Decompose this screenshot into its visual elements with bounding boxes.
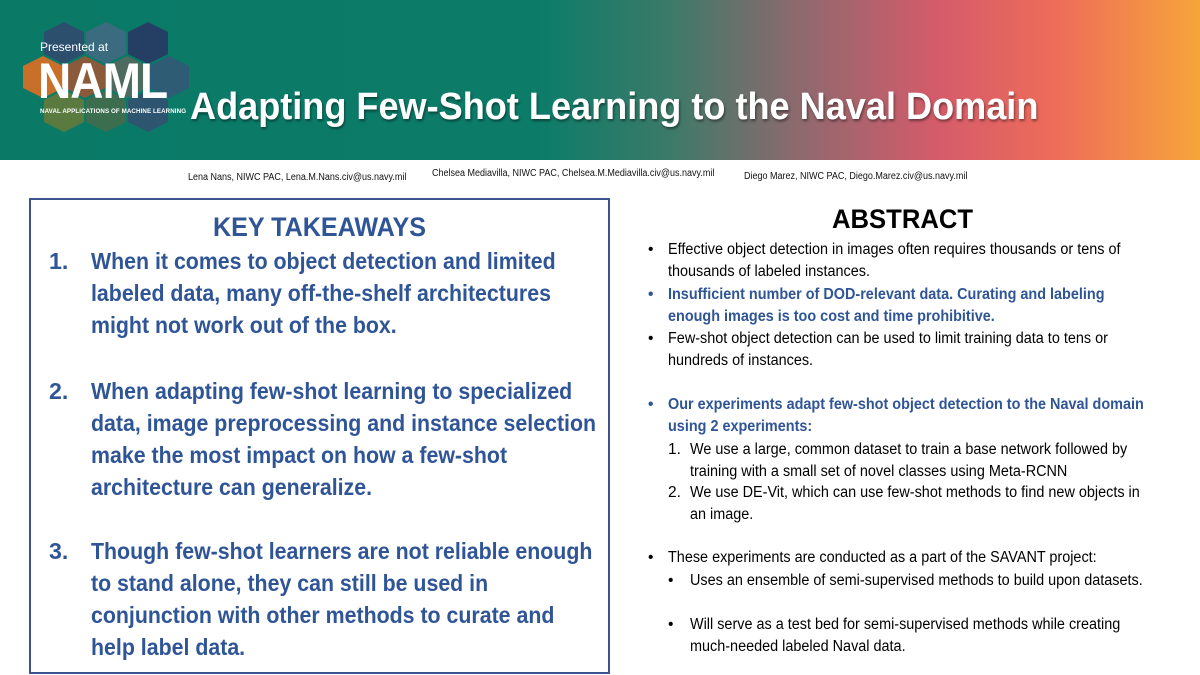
- takeaway-item: [49, 535, 597, 663]
- presented-at-label: Presented at: [40, 40, 109, 54]
- experiment-item: [668, 482, 1193, 526]
- abstract-bullet: [648, 547, 1193, 569]
- poster-title: Adapting Few-Shot Learning to the Naval Domain: [190, 86, 1039, 128]
- abstract-bullet-text: Insufficient number of DOD-relevant data. Curating and labeling enough images is too cost and time prohibitive.: [668, 286, 1105, 325]
- abstract-heading: ABSTRACT: [832, 204, 974, 234]
- bullet-icon: •: [648, 286, 654, 303]
- bullet-icon: •: [668, 572, 674, 589]
- bullet-icon: •: [668, 616, 674, 633]
- savant-item: [668, 570, 1193, 592]
- savant-item: [668, 614, 1193, 658]
- header-banner: [0, 0, 1200, 160]
- takeaway-item: [49, 375, 597, 503]
- takeaway-item: [49, 245, 597, 341]
- takeaway-text: When it comes to object detection and limited labeled data, many off-the-shelf architectures might not work out of the box.: [91, 248, 556, 338]
- abstract-bullet: [648, 284, 1193, 328]
- abstract-bullet-text: Our experiments adapt few-shot object detection to the Naval domain using 2 experiments:: [668, 396, 1144, 435]
- takeaway-text: Though few-shot learners are not reliable enough to stand alone, they can still be used in conjunction with other methods to curate and help label data.: [91, 538, 593, 660]
- abstract-bullet: [648, 239, 1193, 283]
- experiment-text: We use a large, common dataset to train a base network followed by training with a small set of novel classes using Meta-RCNN: [690, 441, 1128, 480]
- author-3: Diego Marez, NIWC PAC, Diego.Marez.civ@us.navy.mil: [744, 171, 968, 182]
- takeaway-number: 2.: [49, 378, 69, 404]
- takeaway-number: 3.: [49, 538, 69, 564]
- author-1: Lena Nans, NIWC PAC, Lena.M.Nans.civ@us.navy.mil: [188, 172, 407, 183]
- abstract-bullet-text: Few-shot object detection can be used to limit training data to tens or hundreds of instances.: [668, 330, 1108, 369]
- abstract-bullet: [648, 328, 1193, 372]
- key-takeaways-heading: KEY TAKEAWAYS: [212, 212, 427, 242]
- savant-text: Uses an ensemble of semi-supervised methods to build upon datasets.: [690, 572, 1143, 589]
- experiment-number: 2.: [668, 484, 681, 501]
- savant-text: Will serve as a test bed for semi-supervised methods while creating much-needed labeled Naval data.: [690, 616, 1121, 655]
- bullet-icon: •: [648, 549, 654, 566]
- abstract-bullet-text: These experiments are conducted as a part of the SAVANT project:: [668, 549, 1097, 566]
- takeaway-number: 1.: [49, 248, 69, 274]
- naml-tagline: NAVAL APPLICATIONS OF MACHINE LEARNING: [40, 108, 187, 115]
- bullet-icon: •: [648, 241, 654, 258]
- experiment-text: We use DE-Vit, which can use few-shot methods to find new objects in an image.: [690, 484, 1140, 523]
- experiment-number: 1.: [668, 441, 681, 458]
- naml-logo: [14, 22, 194, 137]
- abstract-bullet-text: Effective object detection in images often requires thousands or tens of thousands of labeled instances.: [668, 241, 1121, 280]
- abstract-bullet: [648, 394, 1193, 438]
- bullet-icon: •: [648, 396, 654, 413]
- key-takeaways-box: [29, 198, 610, 674]
- naml-wordmark: NAML: [38, 53, 168, 109]
- experiment-item: [668, 439, 1193, 483]
- bullet-icon: •: [648, 330, 654, 347]
- takeaway-text: When adapting few-shot learning to specialized data, image preprocessing and instance selection make the most impact on how a few-shot architecture can generalize.: [91, 378, 597, 500]
- author-2: Chelsea Mediavilla, NIWC PAC, Chelsea.M.Mediavilla.civ@us.navy.mil: [432, 168, 715, 179]
